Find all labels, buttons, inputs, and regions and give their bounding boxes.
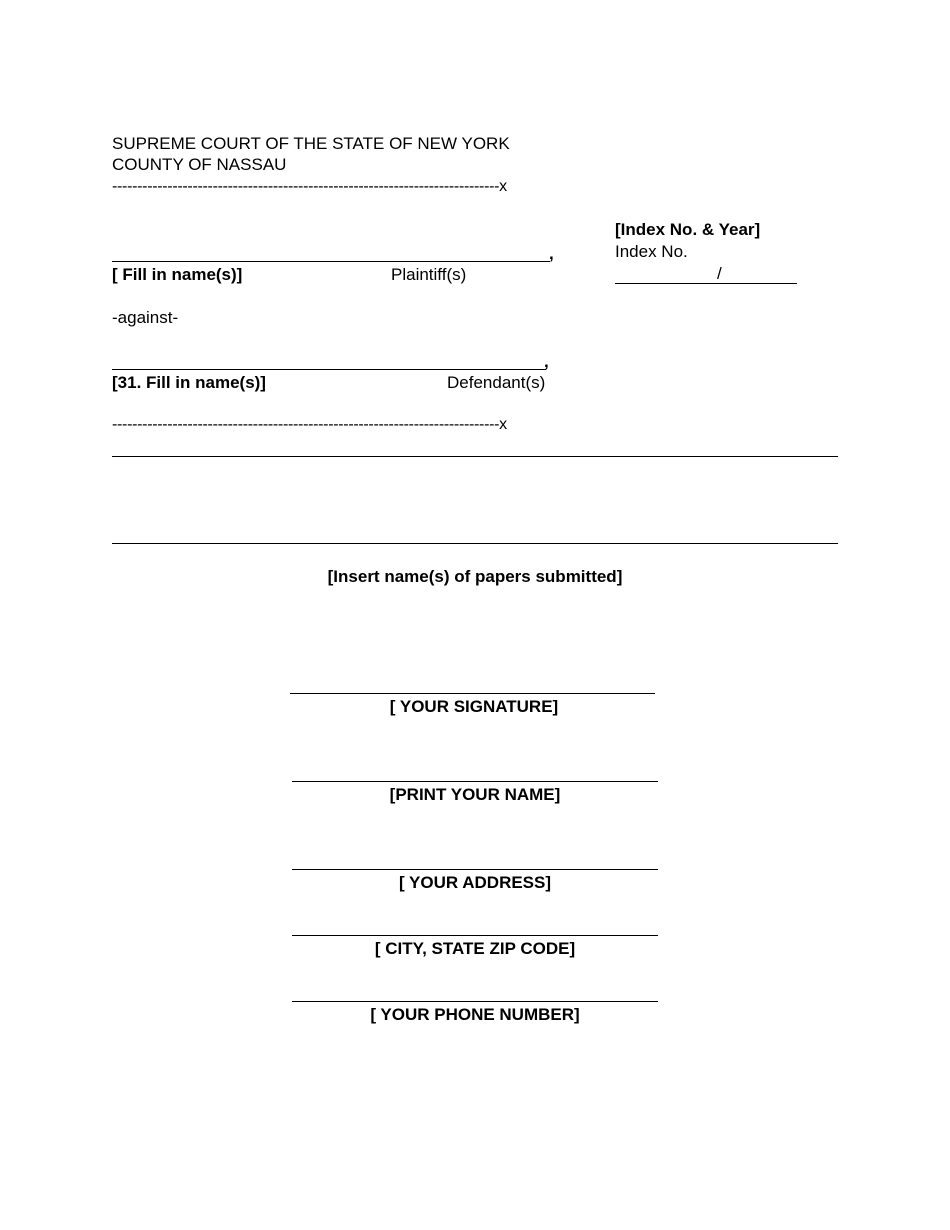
print-name-line bbox=[292, 781, 658, 782]
court-name: SUPREME COURT OF THE STATE OF NEW YORK bbox=[112, 134, 510, 153]
phone-line bbox=[292, 1001, 658, 1002]
county-name: COUNTY OF NASSAU bbox=[112, 155, 287, 174]
index-label: Index No. bbox=[615, 242, 688, 261]
defendant-comma: , bbox=[544, 352, 549, 371]
papers-title: [Insert name(s) of papers submitted] bbox=[327, 567, 623, 586]
against-text: -against- bbox=[112, 308, 179, 327]
print-name-label: [PRINT YOUR NAME] bbox=[389, 785, 561, 804]
city-state-zip-line bbox=[292, 935, 658, 936]
defendant-name-line bbox=[112, 369, 546, 370]
caption-divider-top: -----------------------------------------------------------------------------x bbox=[112, 178, 507, 195]
signature-label: [ YOUR SIGNATURE] bbox=[389, 697, 559, 716]
plaintiff-role: Plaintiff(s) bbox=[391, 265, 467, 284]
address-line bbox=[292, 869, 658, 870]
index-header: [Index No. & Year] bbox=[615, 220, 761, 239]
city-state-zip-label: [ CITY, STATE ZIP CODE] bbox=[374, 939, 576, 958]
index-number-line bbox=[615, 283, 797, 284]
plaintiff-name-line bbox=[112, 261, 550, 262]
plaintiff-comma: , bbox=[549, 244, 554, 263]
plaintiff-fill-label: [ Fill in name(s)] bbox=[112, 265, 243, 284]
caption-divider-bottom: -----------------------------------------------------------------------------x bbox=[112, 416, 507, 433]
phone-label: [ YOUR PHONE NUMBER] bbox=[370, 1005, 580, 1024]
address-label: [ YOUR ADDRESS] bbox=[398, 873, 552, 892]
page-rule-upper bbox=[112, 456, 838, 457]
defendant-fill-label: [31. Fill in name(s)] bbox=[112, 373, 266, 392]
defendant-role: Defendant(s) bbox=[447, 373, 546, 392]
signature-line bbox=[290, 693, 655, 694]
index-separator: / bbox=[717, 264, 722, 283]
page-rule-lower bbox=[112, 543, 838, 544]
